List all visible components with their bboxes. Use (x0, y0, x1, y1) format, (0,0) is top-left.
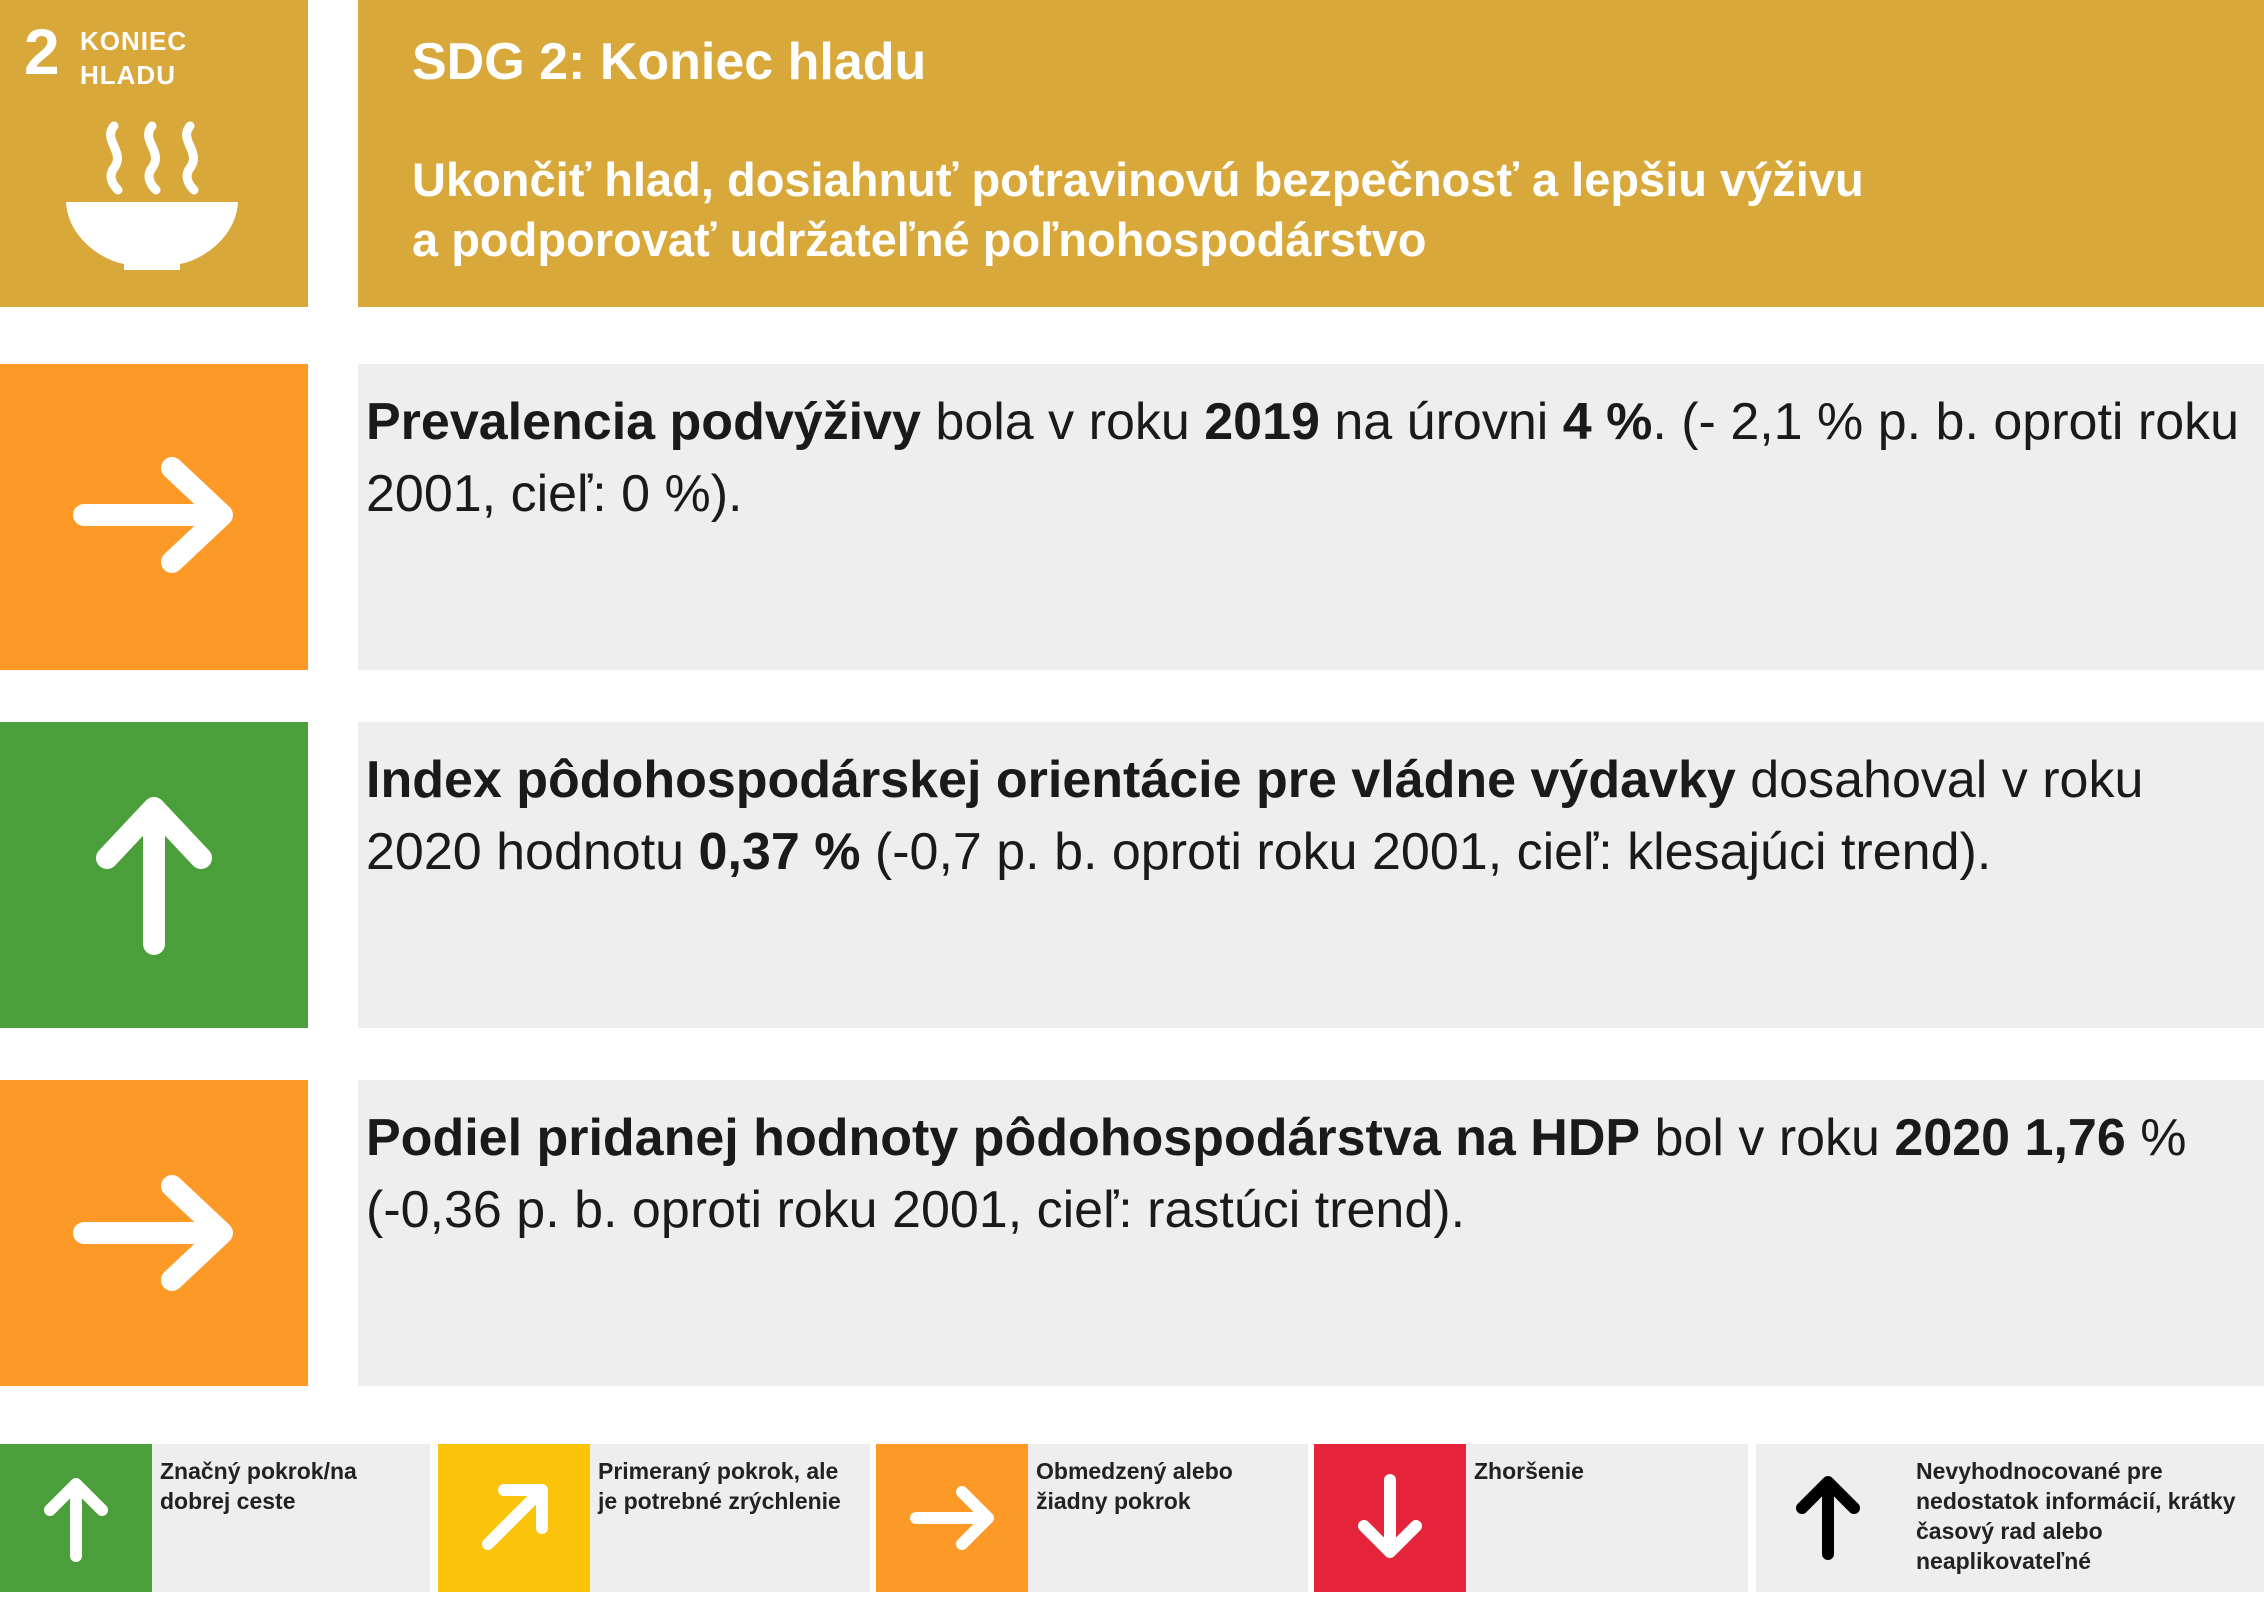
indicator-text-part: na úrovni (1319, 393, 1563, 451)
indicator-name: Prevalencia podvýživy (366, 393, 921, 451)
indicator-text-part: . (- 2,1 % p. b. oproti roku 2001, cieľ: 0 %). (366, 393, 2240, 523)
arrow-right-icon (876, 1444, 1028, 1592)
goal-tile-label-line: HLADU (80, 60, 176, 90)
page-subtitle (412, 150, 2212, 270)
legend-label-line: nedostatok informácií, krátky (1916, 1488, 2236, 1514)
indicator-panel (358, 364, 2264, 670)
legend-label-line: Značný pokrok/na (160, 1458, 357, 1484)
soup-bowl-icon (62, 118, 242, 274)
indicator-panel (358, 722, 2264, 1028)
legend-label-line: Obmedzený alebo (1036, 1458, 1233, 1484)
legend-status-icon (1756, 1444, 1908, 1592)
legend-label-line: dobrej ceste (160, 1488, 296, 1514)
legend-item (152, 1444, 430, 1592)
indicator-text-part: bola v roku (920, 393, 1205, 451)
indicator-name: Podiel pridanej hodnoty pôdohospodárstva na HDP (366, 1109, 1641, 1167)
legend-label (1036, 1456, 1233, 1516)
indicator-value: 2020 1,76 (1894, 1109, 2126, 1167)
legend-status-icon (0, 1444, 152, 1592)
indicator-year: 2019 (1204, 393, 1320, 451)
indicator-name: Index pôdohospodárskej orientácie pre vládne výdavky (366, 751, 1736, 809)
arrow-right-icon (0, 1080, 308, 1386)
indicator-text-part: dosahoval v roku 2020 hodnotu (366, 751, 2144, 881)
indicator-text-part: % (-0,36 p. b. oproti roku 2001, cieľ: rastúci trend). (366, 1109, 2187, 1239)
legend-label-line: je potrebné zrýchlenie (598, 1488, 841, 1514)
legend-label (160, 1456, 357, 1516)
indicator-status-tile (0, 364, 308, 670)
indicator-text (366, 744, 2246, 888)
indicator-value: 4 % (1562, 393, 1653, 451)
indicator-status-tile (0, 1080, 308, 1386)
legend-item (1466, 1444, 1748, 1592)
legend-label (1916, 1456, 2236, 1576)
indicator-value: 0,37 % (698, 823, 861, 881)
arrow-diagonal-up-right-icon (438, 1444, 590, 1592)
arrow-right-icon (0, 364, 308, 670)
arrow-up-icon (0, 722, 308, 1028)
legend-item (1908, 1444, 2264, 1592)
legend-label-line: neaplikovateľné (1916, 1548, 2092, 1574)
legend-status-icon (1314, 1444, 1466, 1592)
legend-status-icon (876, 1444, 1028, 1592)
arrow-up-icon (0, 1444, 152, 1592)
subtitle-line: Ukončiť hlad, dosiahnuť potravinovú bezpečnosť a lepšiu výživu (412, 153, 1864, 206)
goal-number: 2 (24, 16, 60, 88)
goal-tile-label-line: KONIEC (80, 26, 188, 56)
indicator-text (366, 1102, 2246, 1246)
legend-status-icon (438, 1444, 590, 1592)
legend-item (1028, 1444, 1308, 1592)
indicator-status-tile (0, 722, 308, 1028)
arrow-down-icon (1314, 1444, 1466, 1592)
sdg-goal-tile (0, 0, 308, 307)
subtitle-line: a podporovať udržateľné poľnohospodárstvo (412, 213, 1427, 266)
indicator-text-part: bol v roku (1640, 1109, 1895, 1167)
page-title: SDG 2: Koniec hladu (412, 33, 927, 91)
legend-item (590, 1444, 870, 1592)
goal-tile-label (80, 24, 240, 92)
legend-label-line: Zhoršenie (1474, 1458, 1584, 1484)
legend-label-line: časový rad alebo (1916, 1518, 2103, 1544)
legend-label-line: Nevyhodnocované pre (1916, 1458, 2163, 1484)
legend-label (1474, 1456, 1584, 1486)
indicator-text (366, 386, 2246, 530)
arrow-up-black-icon (1756, 1444, 1908, 1592)
indicator-panel (358, 1080, 2264, 1386)
indicator-text-part: (-0,7 p. b. oproti roku 2001, cieľ: klesajúci trend). (860, 823, 1992, 881)
legend-label-line: Primeraný pokrok, ale (598, 1458, 839, 1484)
legend-label-line: žiadny pokrok (1036, 1488, 1191, 1514)
legend-label (598, 1456, 841, 1516)
